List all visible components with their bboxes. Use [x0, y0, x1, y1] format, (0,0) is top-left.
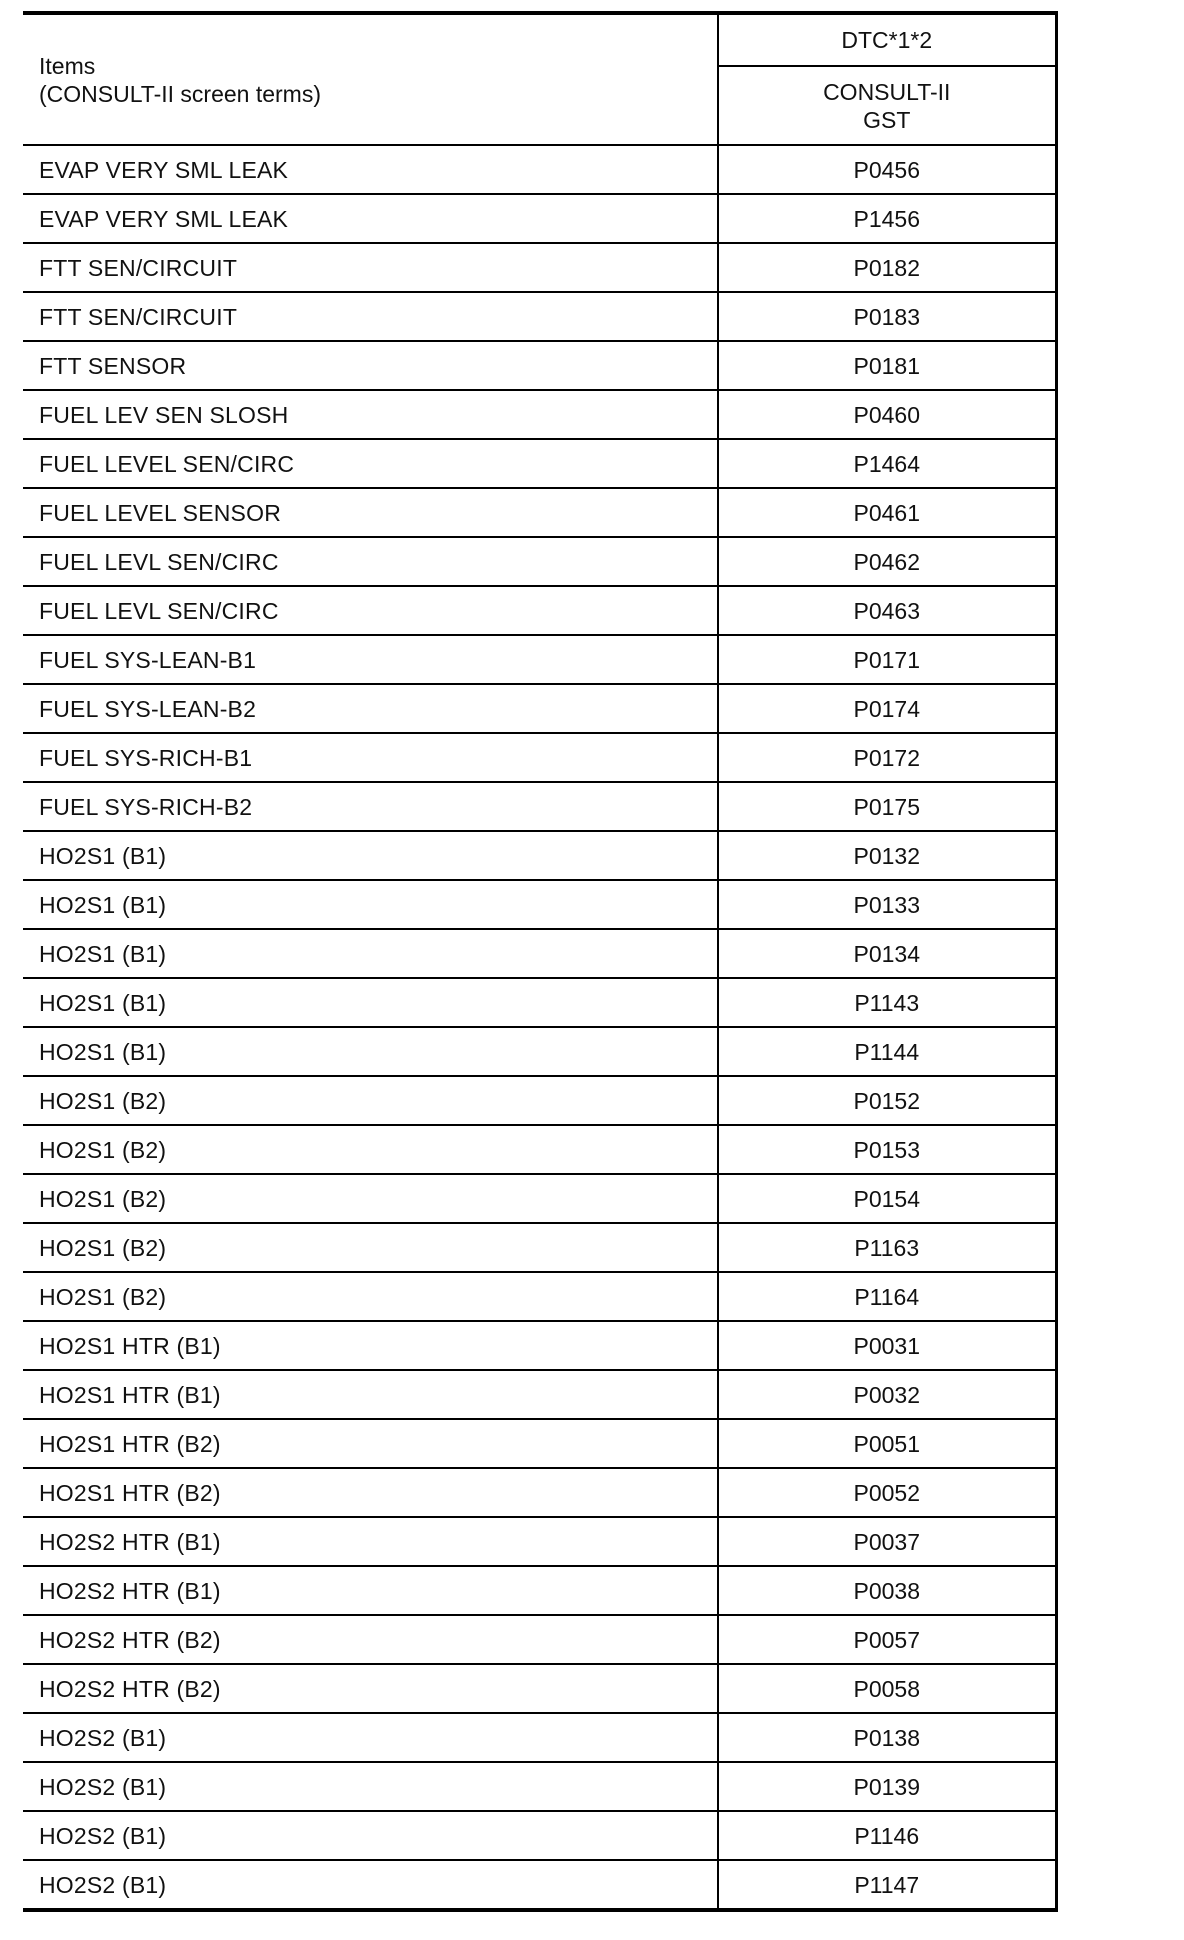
- table-row: [23, 243, 1056, 292]
- table-row: [23, 1517, 1056, 1566]
- dtc-code-cell: P0183: [718, 292, 1056, 341]
- dtc-code-cell: P0175: [718, 782, 1056, 831]
- dtc-code-cell: P0181: [718, 341, 1056, 390]
- dtc-code-cell: P0052: [718, 1468, 1056, 1517]
- table-row: [23, 1762, 1056, 1811]
- dtc-code-cell: P0134: [718, 929, 1056, 978]
- dtc-code-cell: P0031: [718, 1321, 1056, 1370]
- dtc-code-cell: P0058: [718, 1664, 1056, 1713]
- table-row: [23, 1860, 1056, 1910]
- item-cell: HO2S1 (B2): [23, 1272, 718, 1321]
- dtc-code-cell: P0051: [718, 1419, 1056, 1468]
- dtc-code-cell: P0057: [718, 1615, 1056, 1664]
- item-cell: FUEL SYS-RICH-B2: [23, 782, 718, 831]
- table-row: [23, 1174, 1056, 1223]
- table-row: [23, 586, 1056, 635]
- dtc-code-cell: P1146: [718, 1811, 1056, 1860]
- item-cell: HO2S2 (B1): [23, 1713, 718, 1762]
- table-row: [23, 978, 1056, 1027]
- dtc-column-header: DTC*1*2: [718, 13, 1056, 66]
- dtc-code-cell: P0133: [718, 880, 1056, 929]
- table-row: [23, 1566, 1056, 1615]
- table-row: [23, 439, 1056, 488]
- items-column-header: [23, 13, 718, 145]
- item-cell: HO2S1 (B1): [23, 831, 718, 880]
- item-cell: HO2S1 (B2): [23, 1125, 718, 1174]
- table-row: [23, 1321, 1056, 1370]
- table-row: [23, 1272, 1056, 1321]
- table-row: [23, 1811, 1056, 1860]
- dtc-code-cell: P0456: [718, 145, 1056, 194]
- table-row: [23, 733, 1056, 782]
- item-cell: FTT SEN/CIRCUIT: [23, 292, 718, 341]
- dtc-code-cell: P0037: [718, 1517, 1056, 1566]
- table-row: [23, 1713, 1056, 1762]
- item-cell: HO2S1 (B1): [23, 1027, 718, 1076]
- item-cell: HO2S1 (B1): [23, 880, 718, 929]
- item-cell: EVAP VERY SML LEAK: [23, 145, 718, 194]
- dtc-code-cell: P1143: [718, 978, 1056, 1027]
- item-cell: FUEL LEVL SEN/CIRC: [23, 537, 718, 586]
- table-row: [23, 488, 1056, 537]
- dtc-code-cell: P1164: [718, 1272, 1056, 1321]
- item-cell: HO2S1 HTR (B2): [23, 1419, 718, 1468]
- item-cell: HO2S1 HTR (B1): [23, 1321, 718, 1370]
- table-row: [23, 782, 1056, 831]
- dtc-code-cell: P0152: [718, 1076, 1056, 1125]
- item-cell: FUEL SYS-RICH-B1: [23, 733, 718, 782]
- dtc-code-cell: P1144: [718, 1027, 1056, 1076]
- dtc-code-cell: P0172: [718, 733, 1056, 782]
- item-cell: EVAP VERY SML LEAK: [23, 194, 718, 243]
- dtc-code-cell: P0171: [718, 635, 1056, 684]
- item-cell: HO2S2 HTR (B2): [23, 1615, 718, 1664]
- items-header-line2: (CONSULT-II screen terms): [39, 80, 321, 107]
- dtc-code-cell: P0153: [718, 1125, 1056, 1174]
- consult-gst-header: [718, 66, 1056, 145]
- items-header-line1: Items: [39, 52, 96, 79]
- table-row: [23, 1223, 1056, 1272]
- dtc-code-cell: P1464: [718, 439, 1056, 488]
- table-row: [23, 1664, 1056, 1713]
- item-cell: HO2S1 (B1): [23, 929, 718, 978]
- table-body: [23, 145, 1056, 1910]
- item-cell: HO2S1 (B2): [23, 1076, 718, 1125]
- dtc-code-cell: P0463: [718, 586, 1056, 635]
- dtc-code-cell: P0154: [718, 1174, 1056, 1223]
- dtc-code-cell: P0461: [718, 488, 1056, 537]
- dtc-code-cell: P1456: [718, 194, 1056, 243]
- table-row: [23, 635, 1056, 684]
- table-row: [23, 1076, 1056, 1125]
- dtc-code-cell: P0038: [718, 1566, 1056, 1615]
- item-cell: HO2S2 HTR (B2): [23, 1664, 718, 1713]
- table-row: [23, 1615, 1056, 1664]
- header-row: [23, 13, 1056, 66]
- consult-header-label: CONSULT-II: [823, 78, 951, 105]
- dtc-code-cell: P0462: [718, 537, 1056, 586]
- dtc-code-cell: P0139: [718, 1762, 1056, 1811]
- dtc-code-cell: P0132: [718, 831, 1056, 880]
- item-cell: FUEL SYS-LEAN-B2: [23, 684, 718, 733]
- dtc-table: [23, 11, 1058, 1912]
- dtc-code-cell: P0174: [718, 684, 1056, 733]
- item-cell: HO2S2 (B1): [23, 1811, 718, 1860]
- item-cell: FUEL LEV SEN SLOSH: [23, 390, 718, 439]
- item-cell: HO2S2 HTR (B1): [23, 1517, 718, 1566]
- table-row: [23, 831, 1056, 880]
- dtc-code-cell: P1163: [718, 1223, 1056, 1272]
- table-header: [23, 13, 1056, 145]
- item-cell: HO2S2 HTR (B1): [23, 1566, 718, 1615]
- dtc-code-cell: P0032: [718, 1370, 1056, 1419]
- item-cell: HO2S1 HTR (B1): [23, 1370, 718, 1419]
- dtc-code-cell: P0182: [718, 243, 1056, 292]
- table-row: [23, 341, 1056, 390]
- item-cell: HO2S1 (B2): [23, 1223, 718, 1272]
- table-row: [23, 1468, 1056, 1517]
- table-row: [23, 929, 1056, 978]
- table-row: [23, 1419, 1056, 1468]
- table-row: [23, 1125, 1056, 1174]
- item-cell: FUEL SYS-LEAN-B1: [23, 635, 718, 684]
- item-cell: FUEL LEVL SEN/CIRC: [23, 586, 718, 635]
- table-row: [23, 194, 1056, 243]
- item-cell: HO2S2 (B1): [23, 1762, 718, 1811]
- item-cell: HO2S1 (B1): [23, 978, 718, 1027]
- table-row: [23, 145, 1056, 194]
- item-cell: FUEL LEVEL SEN/CIRC: [23, 439, 718, 488]
- item-cell: HO2S2 (B1): [23, 1860, 718, 1910]
- table-row: [23, 684, 1056, 733]
- item-cell: FUEL LEVEL SENSOR: [23, 488, 718, 537]
- table-row: [23, 1370, 1056, 1419]
- dtc-code-cell: P0138: [718, 1713, 1056, 1762]
- table-row: [23, 390, 1056, 439]
- gst-header-label: GST: [863, 106, 911, 133]
- dtc-code-cell: P1147: [718, 1860, 1056, 1910]
- table-row: [23, 1027, 1056, 1076]
- item-cell: HO2S1 (B2): [23, 1174, 718, 1223]
- dtc-code-cell: P0460: [718, 390, 1056, 439]
- table-row: [23, 292, 1056, 341]
- item-cell: FTT SENSOR: [23, 341, 718, 390]
- item-cell: FTT SEN/CIRCUIT: [23, 243, 718, 292]
- item-cell: HO2S1 HTR (B2): [23, 1468, 718, 1517]
- table-row: [23, 537, 1056, 586]
- table-row: [23, 880, 1056, 929]
